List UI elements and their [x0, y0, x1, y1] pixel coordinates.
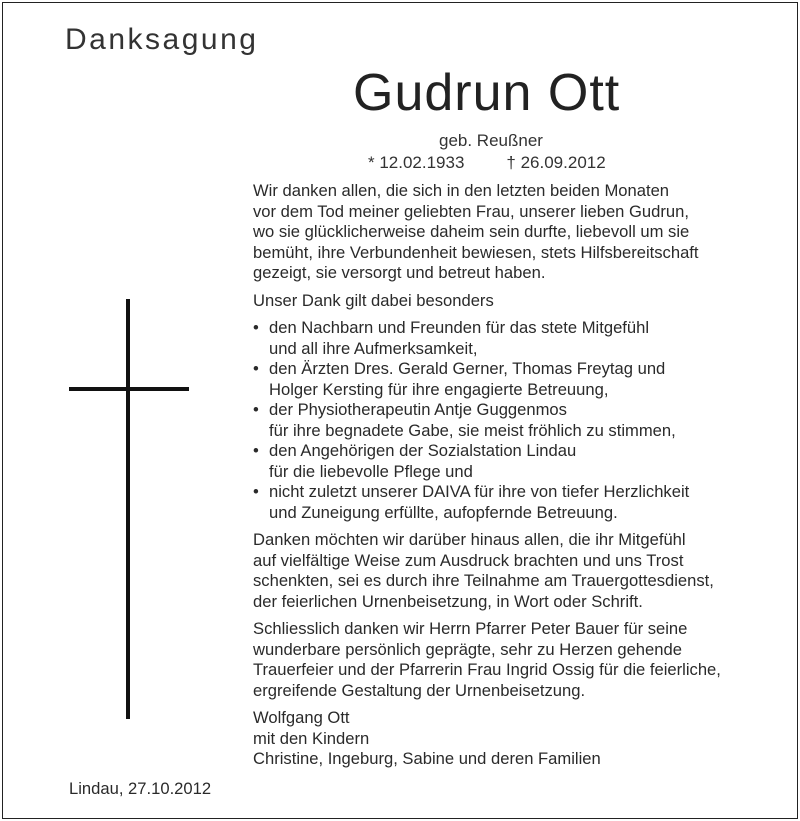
place-date: Lindau, 27.10.2012 [69, 779, 212, 798]
thanks-paragraph-1: Wir danken allen, die sich in den letzten beiden Monaten vor dem Tod meiner geliebten Frau, unserer lieben Gudrun, wo sie glücklicherweise daheim sein durfte, liebevoll um sie bemüht, ihre Verbundenheit bewiesen, stets Hilfsbereitschaft gezeigt, sie versorgt und betreut haben. [253, 181, 699, 282]
thanks-list [253, 318, 793, 523]
deceased-name: Gudrun Ott [353, 64, 621, 122]
notice-heading: Danksagung [65, 23, 259, 56]
list-item: • den Nachbarn und Freunden für das stete Mitgefühl und all ihre Aufmerksamkeit, [253, 318, 793, 359]
thanks-paragraph-2: Danken möchten wir darüber hinaus allen, die ihr Mitgefühl auf vielfältige Weise zum Ausdruck brachten und uns Trost schenkten, sei es durch ihre Teilnahme am Trauergottesdienst, der feierlichen Urnenbeisetzung, in Wort oder Schrift. [253, 530, 714, 611]
signature: Wolfgang Ott mit den Kindern Christine, Ingeburg, Sabine und deren Familien [253, 708, 601, 768]
list-item: • den Ärzten Dres. Gerald Gerner, Thomas Freytag und Holger Kersting für ihre engagierte Betreuung, [253, 359, 793, 400]
obituary-notice [2, 2, 798, 819]
maiden-name: geb. Reußner [439, 131, 543, 150]
cross-vertical-bar [126, 299, 130, 719]
notice-body [253, 181, 793, 770]
thanks-paragraph-3: Schliesslich danken wir Herrn Pfarrer Peter Bauer für seine wunderbare persönlich geprägte, sehr zu Herzen gehende Trauerfeier und der Pfarrerin Frau Ingrid Ossig für die feierliche, ergreifende Gestaltung der Urnenbeisetzung. [253, 619, 721, 700]
birth-date: * 12.02.1933 [368, 153, 465, 172]
list-item: • den Angehörigen der Sozialstation Lindau für die liebevolle Pflege und [253, 441, 793, 482]
life-dates [368, 153, 606, 173]
list-item: • nicht zuletzt unserer DAIVA für ihre von tiefer Herzlichkeit und Zuneigung erfüllte, aufopfernde Betreuung. [253, 482, 793, 523]
death-date: † 26.09.2012 [506, 153, 606, 172]
thanks-list-intro: Unser Dank gilt dabei besonders [253, 290, 494, 310]
list-item: • der Physiotherapeutin Antje Guggenmos für ihre begnadete Gabe, sie meist fröhlich zu stimmen, [253, 400, 793, 441]
cross-horizontal-bar [69, 387, 189, 391]
